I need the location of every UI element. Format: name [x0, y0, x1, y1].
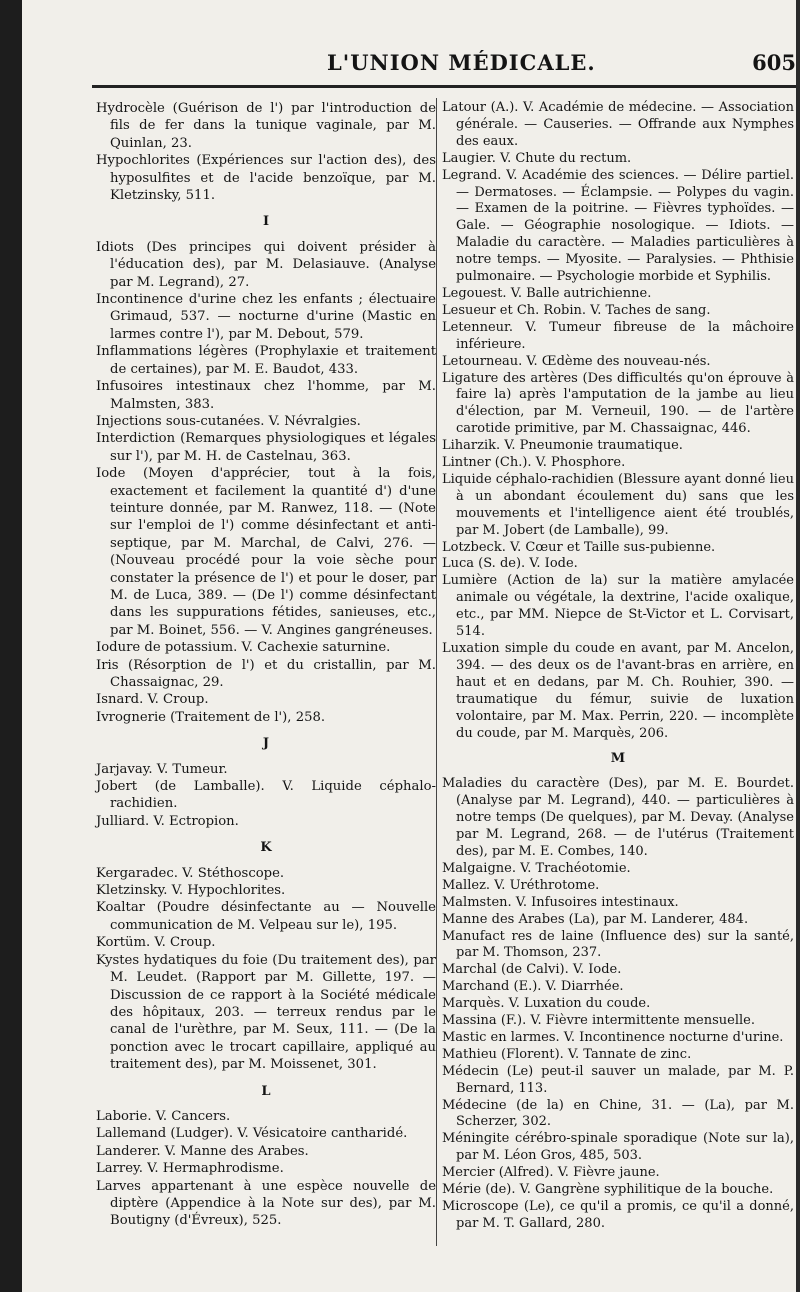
index-entry: Médecin (Le) peut-il sauver un malade, par M. P. Bernard, 113. — [442, 1063, 794, 1096]
index-entry: Isnard. V. Croup. — [96, 692, 209, 708]
index-entry: Legrand. V. Académie des sciences. — Délire partiel. — Dermatoses. — Éclampsie. — Polypes du vagin. — Examen de la poitrine. — Fièvres typhoïdes. — Gale. — Géographie nosologique. — Idiots. — Maladie du caractère. — Maladies particulières à notre temps. — Myosite. — Paralysies. — Phthisie pulmonaire. — Psychologie morbide et Syphilis. — [442, 167, 794, 285]
index-entry: Infusoires intestinaux chez l'homme, par M. Malmsten, 383. — [96, 379, 436, 412]
section-letter: L — [261, 1083, 271, 1099]
page-number: 605 — [752, 50, 796, 75]
index-entry: Iode (Moyen d'apprécier, tout à la fois, exactement et facilement la quantité d') d'une teinture donnée, par M. Ranwez, 118. — (Note sur l'emploi de l') comme désinfectant et anti-septique, par M. Marchal, de Calvi, 276. — (Nouveau procédé pour la voie sèche pour constater la présence de l') et pour le doser, par M. de Luca, 389. — (De l') comme désinfectant dans les suppurations fétides, sanieuses, etc., par M. Boinet, 556. — V. Angines gangréneuses. — [96, 466, 436, 638]
index-entry: Manne des Arabes (La), par M. Landerer, 484. — [442, 911, 749, 927]
index-entry: Julliard. V. Ectropion. — [96, 813, 239, 829]
index-entry: Lumière (Action de la) sur la matière amylacée animale ou végétale, la dextrine, l'acide oxalique, etc., par MM. Niepce de St-Victor et L. Corvisart, 514. — [442, 573, 794, 640]
index-entry: Massina (F.). V. Fièvre intermittente mensuelle. — [442, 1013, 755, 1029]
index-entry: Inflammations légères (Prophylaxie et traitement de certaines), par M. E. Baudot, 433. — [96, 344, 436, 377]
index-entry: Kergaradec. V. Stéthoscope. — [96, 865, 285, 881]
index-entry: Jarjavay. V. Tumeur. — [96, 761, 228, 777]
index-entry: Microscope (Le), ce qu'il a promis, ce qu'il a donné, par M. T. Gallard, 280. — [442, 1199, 794, 1231]
index-entry: Lotzbeck. V. Cœur et Taille sus-pubienne. — [442, 539, 716, 555]
journal-title: L'UNION MÉDICALE. — [327, 50, 596, 75]
index-entry: Lallemand (Ludger). V. Vésicatoire cantharidé. — [96, 1126, 408, 1142]
index-entry: Lesueur et Ch. Robin. V. Taches de sang. — [442, 302, 711, 318]
index-entry: Malmsten. V. Infusoires intestinaux. — [442, 894, 679, 910]
index-entry: Latour (A.). V. Académie de médecine. — Association générale. — Causeries. — Offrande aux Nymphes des eaux. — [442, 100, 794, 149]
left-column — [96, 100, 436, 1230]
index-entry: Marquès. V. Luxation du coude. — [442, 996, 651, 1012]
index-entry: Mastic en larmes. V. Incontinence nocturne d'urine. — [442, 1029, 784, 1045]
index-entry: Hydrocèle (Guérison de l') par l'introduction de fils de fer dans la tunique vaginale, par M. Quinlan, 23. — [96, 101, 436, 151]
index-entry: Laugier. V. Chute du rectum. — [442, 150, 632, 166]
index-entry: Injections sous-cutanées. V. Névralgies. — [96, 413, 361, 429]
index-entry: Landerer. V. Manne des Arabes. — [96, 1143, 309, 1159]
index-entry: Kystes hydatiques du foie (Du traitement des), par M. Leudet. (Rapport par M. Gillette, 197. — Discussion de ce rapport à la Société médicale des hôpitaux, 203. — terreux rendus par le canal de l'urèthre, par M. Seux, 111. — (De la ponction avec le trocart capillaire, appliqué au traitement des), par M. Moissenet, 301. — [96, 952, 436, 1073]
section-letter: M — [610, 751, 626, 767]
index-entry: Marchand (E.). V. Diarrhée. — [442, 979, 624, 995]
index-entry: Iris (Résorption de l') et du cristallin, par M. Chassaignac, 29. — [96, 657, 436, 690]
index-entry: Letourneau. V. Œdème des nouveau-nés. — [442, 353, 711, 369]
section-letter: I — [262, 214, 270, 230]
header-rule — [92, 85, 800, 88]
index-entry: Liquide céphalo-rachidien (Blessure ayant donné lieu à un abondant écoulement du) sans que les mouvements et l'intelligence aient été troublés, par M. Jobert (de Lamballe), 99. — [442, 471, 794, 538]
index-entry: Larves appartenant à une espèce nouvelle de diptère (Appendice à la Note sur des), par M. Boutigny (d'Évreux), 525. — [96, 1178, 436, 1229]
index-entry: Lintner (Ch.). V. Phosphore. — [442, 455, 626, 471]
index-entry: Letenneur. V. Tumeur fibreuse de la mâchoire inférieure. — [442, 319, 794, 352]
index-entry: Legouest. V. Balle autrichienne. — [442, 285, 652, 301]
column-divider — [436, 98, 437, 1246]
section-letter: K — [260, 840, 272, 856]
index-entry: Kletzinsky. V. Hypochlorites. — [96, 883, 286, 899]
page-header — [92, 48, 800, 78]
index-entry: Manufact res de laine (Influence des) sur la santé, par M. Thomson, 237. — [442, 928, 794, 961]
document-page — [22, 0, 800, 1292]
index-entry: Idiots (Des principes qui doivent présider à l'éducation des), par M. Delasiauve. (Analyse par M. Legrand), 27. — [96, 239, 436, 290]
index-entry: Mérie (de). V. Gangrène syphilitique de la bouche. — [442, 1182, 774, 1198]
right-column — [442, 100, 794, 1233]
index-entry: Jobert (de Lamballe). V. Liquide céphalo-rachidien. — [96, 779, 436, 812]
index-entry: Luca (S. de). V. Iode. — [442, 556, 578, 572]
index-entry: Marchal (de Calvi). V. Iode. — [442, 962, 622, 978]
index-entry: Luxation simple du coude en avant, par M. Ancelon, 394. — des deux os de l'avant-bras en arrière, en haut et en dedans, par M. Ch. Rouhier, 390. — traumatique du fémur, suivie de luxation volontaire, par M. Max. Perrin, 220. — incomplète du coude, par M. Marquès, 206. — [442, 641, 794, 741]
index-entry: Larrey. V. Hermaphrodisme. — [96, 1161, 284, 1177]
index-entry: Kortüm. V. Croup. — [96, 935, 216, 951]
index-entry: Médecine (de la) en Chine, 31. — (La), par M. Scherzer, 302. — [442, 1097, 794, 1130]
index-entry: Laborie. V. Cancers. — [96, 1108, 231, 1124]
index-entry: Mathieu (Florent). V. Tannate de zinc. — [442, 1046, 692, 1062]
index-entry: Maladies du caractère (Des), par M. E. Bourdet. (Analyse par M. Legrand), 440. — particulières à notre temps (De quelques), par M. Devay. (Analyse par M. Legrand, 268. — de l'utérus (Traitement des), par M. E. Combes, 140. — [442, 776, 794, 859]
index-entry: Hypochlorites (Expériences sur l'action des), des hyposulfites et de l'acide benzoïque, par M. Kletzinsky, 511. — [96, 153, 436, 204]
scan-edge — [796, 0, 800, 1292]
index-entry: Interdiction (Remarques physiologiques et légales sur l'), par M. H. de Castelnau, 363. — [96, 431, 436, 464]
index-entry: Ligature des artères (Des difficultés qu'on éprouve à faire la) après l'amputation de la jambe au lieu d'élection, par M. Verneuil, 190. — de l'artère carotide primitive, par M. Chassaignac, 446. — [442, 370, 794, 437]
section-letter: J — [262, 736, 270, 752]
index-entry: Incontinence d'urine chez les enfants ; électuaire Grimaud, 537. — nocturne d'urine (Mastic en larmes contre l'), par M. Debout, 579. — [96, 292, 436, 342]
index-entry: Liharzik. V. Pneumonie traumatique. — [442, 438, 683, 454]
index-entry: Ivrognerie (Traitement de l'), 258. — [96, 709, 326, 725]
index-entry: Mercier (Alfred). V. Fièvre jaune. — [442, 1165, 660, 1181]
index-entry: Méningite cérébro-spinale sporadique (Note sur la), par M. Léon Gros, 485, 503. — [442, 1131, 794, 1164]
index-entry: Malgaigne. V. Trachéotomie. — [442, 860, 631, 876]
index-entry: Koaltar (Poudre désinfectante au — Nouvelle communication de M. Velpeau sur le), 195. — [96, 900, 436, 933]
index-entry: Iodure de potassium. V. Cachexie saturnine. — [96, 640, 391, 656]
index-entry: Mallez. V. Uréthrotome. — [442, 877, 600, 893]
